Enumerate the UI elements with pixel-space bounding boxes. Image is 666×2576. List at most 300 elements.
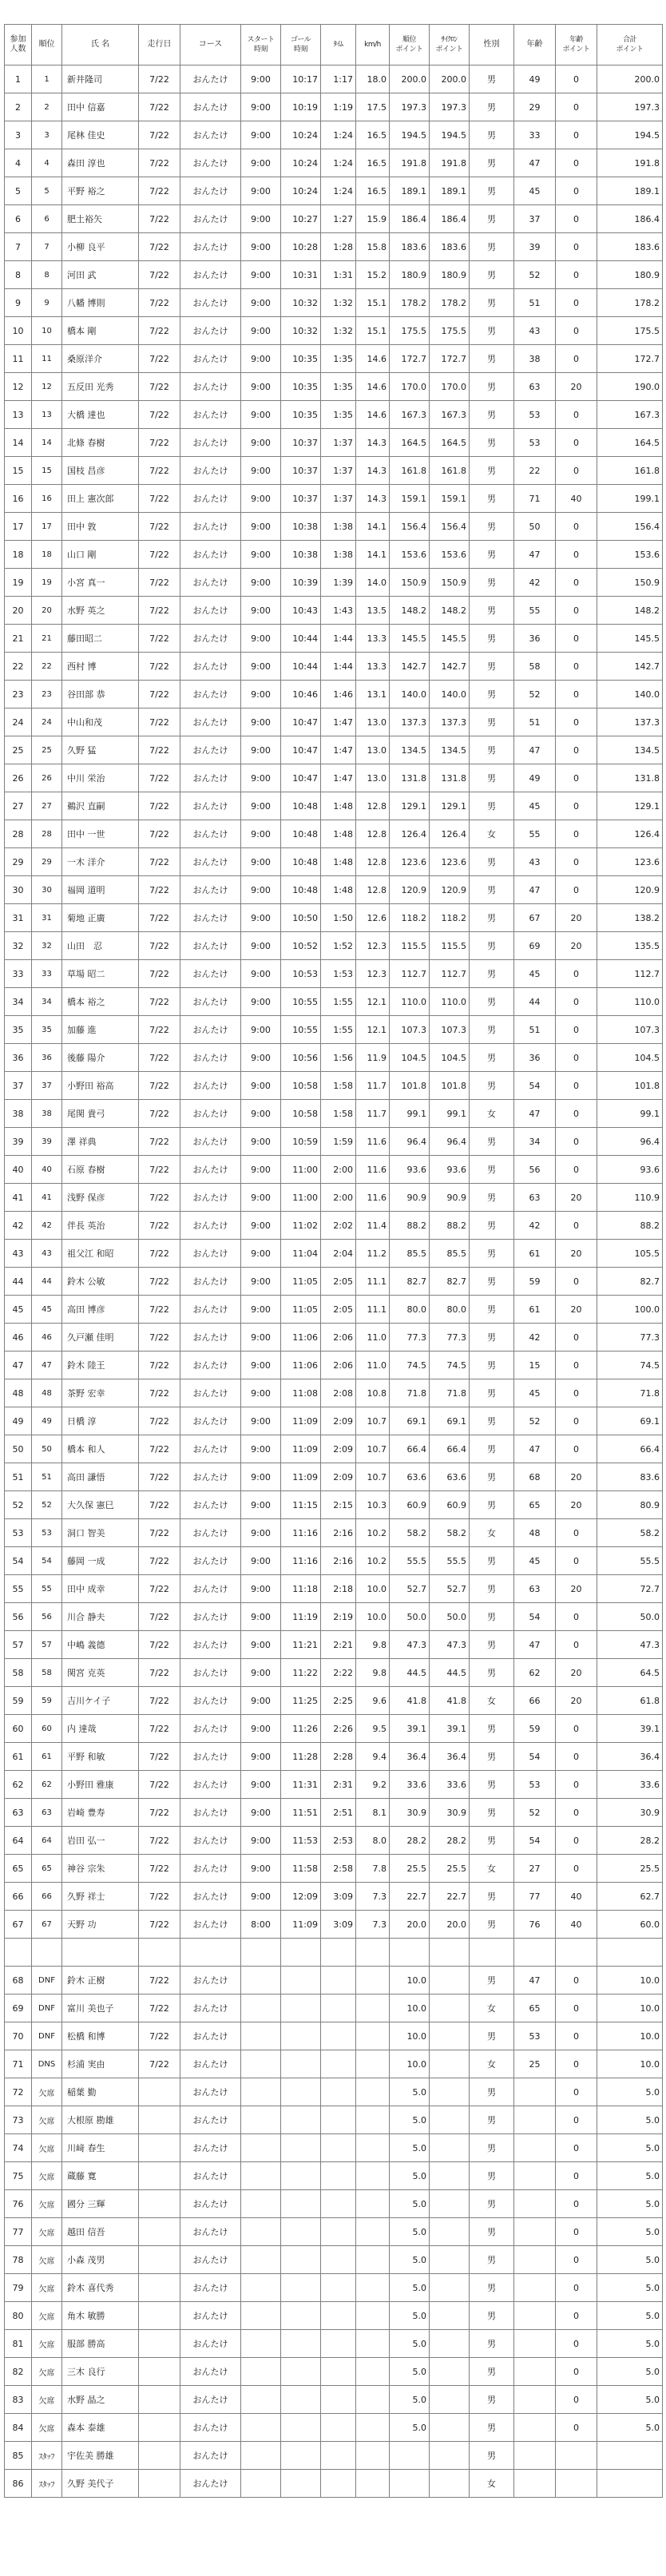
cell-name: 草場 昭二: [62, 960, 139, 988]
cell-cyclon-points: [430, 2134, 470, 2162]
cell-gender: 男: [470, 541, 514, 569]
cell-total-points: 131.8: [597, 764, 663, 792]
cell-total-points: 189.1: [597, 177, 663, 205]
header-speed: km/h: [356, 25, 390, 65]
table-row: [5, 876, 663, 904]
cell-name: 杉浦 実由: [62, 2050, 139, 2078]
cell-participant-count: 69: [5, 1995, 32, 2022]
cell-cyclon-points: 74.5: [430, 1352, 470, 1379]
cell-cyclon-points: [430, 1939, 470, 1967]
cell-date: [139, 2190, 180, 2218]
table-row: [5, 1631, 663, 1659]
cell-rank-points: 161.8: [390, 457, 430, 485]
cell-date: 7/22: [139, 2050, 180, 2078]
cell-rank: 49: [32, 1407, 62, 1435]
header-gender: 性別: [470, 25, 514, 65]
cell-date: 7/22: [139, 457, 180, 485]
cell-speed: [356, 1995, 390, 2022]
cell-speed: 10.0: [356, 1603, 390, 1631]
cell-time: [321, 2274, 356, 2302]
cell-rank-points: 39.1: [390, 1715, 430, 1743]
cell-name: [62, 1939, 139, 1967]
cell-start-time: [241, 2386, 281, 2414]
cell-participant-count: 59: [5, 1687, 32, 1715]
cell-time: 2:08: [321, 1379, 356, 1407]
cell-cyclon-points: 44.5: [430, 1659, 470, 1687]
cell-rank: ｽﾀｯﾌ: [32, 2442, 62, 2470]
cell-date: 7/22: [139, 736, 180, 764]
cell-date: 7/22: [139, 820, 180, 848]
cell-rank-points: 74.5: [390, 1352, 430, 1379]
cell-age: 63: [514, 1184, 556, 1212]
cell-age: [514, 2162, 556, 2190]
cell-name: 國分 三輝: [62, 2190, 139, 2218]
cell-goal-time: 10:48: [281, 792, 321, 820]
cell-gender: 男: [470, 485, 514, 513]
table-row: [5, 1184, 663, 1212]
cell-rank: 17: [32, 513, 62, 541]
cell-rank-points: 110.0: [390, 988, 430, 1016]
cell-speed: 10.0: [356, 1575, 390, 1603]
cell-age: 50: [514, 513, 556, 541]
cell-age-points: 0: [556, 876, 597, 904]
cell-rank: 欠席: [32, 2358, 62, 2386]
cell-cyclon-points: 30.9: [430, 1799, 470, 1827]
cell-age-points: 20: [556, 904, 597, 932]
cell-course: おんたけ: [180, 1352, 241, 1379]
cell-age: 65: [514, 1491, 556, 1519]
cell-name: 岩田 弘一: [62, 1827, 139, 1855]
cell-age: 45: [514, 960, 556, 988]
cell-course: おんたけ: [180, 2246, 241, 2274]
cell-age-points: 20: [556, 1687, 597, 1715]
cell-total-points: 156.4: [597, 513, 663, 541]
cell-total-points: 134.5: [597, 736, 663, 764]
cell-age: 53: [514, 401, 556, 429]
cell-course: おんたけ: [180, 2330, 241, 2358]
table-row: [5, 1016, 663, 1044]
cell-rank-points: 126.4: [390, 820, 430, 848]
cell-speed: 14.1: [356, 541, 390, 569]
cell-speed: [356, 2162, 390, 2190]
cell-age-points: 0: [556, 541, 597, 569]
cell-date: [139, 2330, 180, 2358]
cell-cyclon-points: 101.8: [430, 1072, 470, 1100]
cell-rank-points: 90.9: [390, 1184, 430, 1212]
cell-age: 37: [514, 205, 556, 233]
cell-rank-points: 25.5: [390, 1855, 430, 1883]
cell-rank: 29: [32, 848, 62, 876]
cell-rank: 48: [32, 1379, 62, 1407]
cell-start-time: 9:00: [241, 149, 281, 177]
cell-speed: 16.5: [356, 177, 390, 205]
cell-total-points: 69.1: [597, 1407, 663, 1435]
cell-rank-points: 101.8: [390, 1072, 430, 1100]
cell-goal-time: 11:06: [281, 1324, 321, 1352]
cell-age-points: 0: [556, 1967, 597, 1995]
cell-cyclon-points: 55.5: [430, 1547, 470, 1575]
cell-time: 2:06: [321, 1324, 356, 1352]
cell-date: 7/22: [139, 1184, 180, 1212]
cell-gender: 女: [470, 820, 514, 848]
cell-time: [321, 2414, 356, 2442]
cell-time: 2:06: [321, 1352, 356, 1379]
cell-gender: 男: [470, 653, 514, 681]
cell-participant-count: 6: [5, 205, 32, 233]
cell-participant-count: 42: [5, 1212, 32, 1240]
cell-cyclon-points: 180.9: [430, 261, 470, 289]
cell-date: 7/22: [139, 1967, 180, 1995]
cell-course: おんたけ: [180, 1324, 241, 1352]
cell-gender: 男: [470, 1268, 514, 1296]
cell-name: 尾林 佳史: [62, 121, 139, 149]
cell-start-time: 9:00: [241, 1240, 281, 1268]
cell-goal-time: 11:31: [281, 1771, 321, 1799]
cell-age-points: 0: [556, 177, 597, 205]
cell-rank: 3: [32, 121, 62, 149]
cell-participant-count: 65: [5, 1855, 32, 1883]
cell-total-points: 5.0: [597, 2414, 663, 2442]
cell-gender: 男: [470, 2330, 514, 2358]
cell-name: 富川 美也子: [62, 1995, 139, 2022]
cell-name: 吉川ケイ子: [62, 1687, 139, 1715]
cell-rank-points: 172.7: [390, 345, 430, 373]
cell-rank-points: 178.2: [390, 289, 430, 317]
cell-age-points: 0: [556, 2302, 597, 2330]
table-row: [5, 1855, 663, 1883]
cell-rank: 64: [32, 1827, 62, 1855]
cell-start-time: 9:00: [241, 597, 281, 625]
cell-name: 天野 功: [62, 1911, 139, 1939]
cell-speed: [356, 2050, 390, 2078]
cell-name: 茶野 宏幸: [62, 1379, 139, 1407]
cell-rank: 66: [32, 1883, 62, 1911]
cell-cyclon-points: 88.2: [430, 1212, 470, 1240]
cell-start-time: 9:00: [241, 653, 281, 681]
cell-participant-count: 82: [5, 2358, 32, 2386]
cell-participant-count: 30: [5, 876, 32, 904]
cell-age: [514, 2274, 556, 2302]
cell-date: 7/22: [139, 1519, 180, 1547]
cell-goal-time: 10:47: [281, 708, 321, 736]
cell-name: 中山和茂: [62, 708, 139, 736]
cell-start-time: 9:00: [241, 1883, 281, 1911]
cell-participant-count: 45: [5, 1296, 32, 1324]
cell-start-time: 9:00: [241, 792, 281, 820]
table-row: [5, 1939, 663, 1967]
cell-name: 鈴木 陸王: [62, 1352, 139, 1379]
table-row: [5, 2246, 663, 2274]
cell-cyclon-points: 41.8: [430, 1687, 470, 1715]
cell-start-time: 9:00: [241, 1855, 281, 1883]
cell-time: [321, 1967, 356, 1995]
cell-age: 43: [514, 848, 556, 876]
cell-age-points: 20: [556, 1575, 597, 1603]
cell-age: 58: [514, 653, 556, 681]
cell-speed: 16.5: [356, 149, 390, 177]
cell-participant-count: 78: [5, 2246, 32, 2274]
cell-course: おんたけ: [180, 1799, 241, 1827]
cell-total-points: 197.3: [597, 93, 663, 121]
cell-course: おんたけ: [180, 345, 241, 373]
cell-total-points: 183.6: [597, 233, 663, 261]
cell-age-points: 0: [556, 2330, 597, 2358]
table-row: [5, 1687, 663, 1715]
cell-total-points: 5.0: [597, 2358, 663, 2386]
cell-rank: 21: [32, 625, 62, 653]
table-row: [5, 2302, 663, 2330]
cell-age: 45: [514, 1379, 556, 1407]
cell-start-time: 9:00: [241, 1324, 281, 1352]
cell-age-points: 0: [556, 625, 597, 653]
cell-gender: 男: [470, 1240, 514, 1268]
cell-gender: 女: [470, 1519, 514, 1547]
cell-rank-points: 5.0: [390, 2106, 430, 2134]
cell-start-time: [241, 2190, 281, 2218]
cell-course: おんたけ: [180, 1771, 241, 1799]
cell-name: 祖父江 和昭: [62, 1240, 139, 1268]
cell-total-points: 77.3: [597, 1324, 663, 1352]
cell-cyclon-points: 71.8: [430, 1379, 470, 1407]
cell-name: 八幡 博則: [62, 289, 139, 317]
cell-goal-time: 10:19: [281, 93, 321, 121]
cell-goal-time: 10:24: [281, 149, 321, 177]
cell-total-points: 138.2: [597, 904, 663, 932]
cell-total-points: 83.6: [597, 1463, 663, 1491]
cell-rank-points: [390, 2470, 430, 2498]
cell-cyclon-points: 39.1: [430, 1715, 470, 1743]
cell-date: 7/22: [139, 1212, 180, 1240]
cell-age: 56: [514, 1156, 556, 1184]
cell-date: [139, 2414, 180, 2442]
cell-age: [514, 2246, 556, 2274]
cell-time: 2:18: [321, 1575, 356, 1603]
cell-cyclon-points: 126.4: [430, 820, 470, 848]
cell-age: [514, 2386, 556, 2414]
cell-name: 岩崎 豊寿: [62, 1799, 139, 1827]
cell-date: 7/22: [139, 1379, 180, 1407]
cell-name: 浅野 保彦: [62, 1184, 139, 1212]
cell-time: 2:19: [321, 1603, 356, 1631]
cell-age-points: 0: [556, 2134, 597, 2162]
cell-participant-count: 83: [5, 2386, 32, 2414]
cell-total-points: 66.4: [597, 1435, 663, 1463]
cell-participant-count: 50: [5, 1435, 32, 1463]
cell-age: 68: [514, 1463, 556, 1491]
cell-rank: 欠席: [32, 2302, 62, 2330]
cell-rank-points: 197.3: [390, 93, 430, 121]
cell-start-time: 9:00: [241, 736, 281, 764]
cell-speed: [356, 2414, 390, 2442]
cell-speed: 15.2: [356, 261, 390, 289]
cell-time: [321, 2218, 356, 2246]
cell-age: [514, 2414, 556, 2442]
table-row: [5, 289, 663, 317]
cell-time: 1:53: [321, 960, 356, 988]
cell-name: 中川 栄治: [62, 764, 139, 792]
cell-gender: 男: [470, 2190, 514, 2218]
cell-start-time: 9:00: [241, 1659, 281, 1687]
cell-course: おんたけ: [180, 1967, 241, 1995]
cell-speed: 14.6: [356, 345, 390, 373]
cell-goal-time: [281, 2386, 321, 2414]
cell-rank-points: 30.9: [390, 1799, 430, 1827]
cell-name: 久野 祥士: [62, 1883, 139, 1911]
cell-gender: 男: [470, 177, 514, 205]
cell-age: 55: [514, 597, 556, 625]
cell-time: 1:58: [321, 1100, 356, 1128]
cell-course: おんたけ: [180, 1827, 241, 1855]
cell-name: 橋本 裕之: [62, 988, 139, 1016]
table-row: [5, 1128, 663, 1156]
cell-date: 7/22: [139, 932, 180, 960]
cell-start-time: 9:00: [241, 93, 281, 121]
cell-rank-points: 5.0: [390, 2330, 430, 2358]
cell-date: 7/22: [139, 485, 180, 513]
cell-name: 松橋 和博: [62, 2022, 139, 2050]
cell-participant-count: 7: [5, 233, 32, 261]
cell-course: おんたけ: [180, 541, 241, 569]
cell-speed: 9.2: [356, 1771, 390, 1799]
cell-age-points: 0: [556, 401, 597, 429]
cell-goal-time: 11:04: [281, 1240, 321, 1268]
cell-cyclon-points: [430, 2162, 470, 2190]
cell-age-points: 0: [556, 2218, 597, 2246]
cell-speed: 11.0: [356, 1352, 390, 1379]
cell-age-points: 0: [556, 2358, 597, 2386]
cell-course: おんたけ: [180, 2162, 241, 2190]
table-row: [5, 988, 663, 1016]
cell-age-points: 0: [556, 1268, 597, 1296]
cell-cyclon-points: 25.5: [430, 1855, 470, 1883]
cell-cyclon-points: 115.5: [430, 932, 470, 960]
cell-age-points: 0: [556, 513, 597, 541]
cell-rank-points: 58.2: [390, 1519, 430, 1547]
cell-course: おんたけ: [180, 1379, 241, 1407]
cell-gender: 女: [470, 1995, 514, 2022]
cell-cyclon-points: [430, 2246, 470, 2274]
table-row: [5, 2162, 663, 2190]
cell-age: 66: [514, 1687, 556, 1715]
cell-time: [321, 1939, 356, 1967]
cell-total-points: 60.0: [597, 1911, 663, 1939]
table-row: [5, 429, 663, 457]
cell-time: [321, 2302, 356, 2330]
cell-course: おんたけ: [180, 1659, 241, 1687]
cell-gender: 男: [470, 1212, 514, 1240]
cell-age: 71: [514, 485, 556, 513]
cell-cyclon-points: 69.1: [430, 1407, 470, 1435]
cell-participant-count: 33: [5, 960, 32, 988]
cell-age: 52: [514, 1799, 556, 1827]
cell-name: 河田 武: [62, 261, 139, 289]
cell-rank: 67: [32, 1911, 62, 1939]
cell-age: 43: [514, 317, 556, 345]
cell-date: [139, 2134, 180, 2162]
cell-rank-points: 189.1: [390, 177, 430, 205]
cell-date: 7/22: [139, 401, 180, 429]
cell-rank: 39: [32, 1128, 62, 1156]
table-row: [5, 1463, 663, 1491]
cell-participant-count: 31: [5, 904, 32, 932]
cell-age-points: 0: [556, 1352, 597, 1379]
table-row: [5, 2386, 663, 2414]
cell-rank: 欠席: [32, 2190, 62, 2218]
cell-cyclon-points: 66.4: [430, 1435, 470, 1463]
cell-name: 加藤 進: [62, 1016, 139, 1044]
cell-name: 平野 和敏: [62, 1743, 139, 1771]
table-row: [5, 1995, 663, 2022]
cell-rank-points: 145.5: [390, 625, 430, 653]
cell-age-points: 0: [556, 2106, 597, 2134]
cell-goal-time: 10:31: [281, 261, 321, 289]
cell-gender: 女: [470, 2050, 514, 2078]
cell-participant-count: 21: [5, 625, 32, 653]
cell-goal-time: 10:47: [281, 764, 321, 792]
cell-goal-time: 10:59: [281, 1128, 321, 1156]
cell-speed: 12.6: [356, 904, 390, 932]
cell-course: おんたけ: [180, 1995, 241, 2022]
cell-age-points: 0: [556, 2246, 597, 2274]
cell-speed: [356, 2190, 390, 2218]
table-row: [5, 1883, 663, 1911]
cell-date: 7/22: [139, 289, 180, 317]
cell-speed: 11.1: [356, 1268, 390, 1296]
cell-rank-points: 93.6: [390, 1156, 430, 1184]
cell-start-time: 9:00: [241, 1771, 281, 1799]
cell-start-time: 9:00: [241, 1407, 281, 1435]
cell-participant-count: 64: [5, 1827, 32, 1855]
cell-goal-time: 10:38: [281, 513, 321, 541]
cell-age: 65: [514, 1995, 556, 2022]
cell-rank: 62: [32, 1771, 62, 1799]
cell-speed: 13.1: [356, 681, 390, 708]
cell-total-points: 178.2: [597, 289, 663, 317]
cell-total-points: 5.0: [597, 2330, 663, 2358]
cell-age-points: 0: [556, 848, 597, 876]
cell-age-points: 0: [556, 317, 597, 345]
cell-participant-count: [5, 1939, 32, 1967]
cell-time: 1:48: [321, 820, 356, 848]
cell-cyclon-points: 156.4: [430, 513, 470, 541]
cell-age-points: 0: [556, 681, 597, 708]
cell-age: 54: [514, 1603, 556, 1631]
cell-time: 1:38: [321, 541, 356, 569]
cell-date: 7/22: [139, 764, 180, 792]
cell-date: [139, 2386, 180, 2414]
cell-goal-time: 10:58: [281, 1100, 321, 1128]
cell-start-time: 9:00: [241, 1519, 281, 1547]
cell-participant-count: 40: [5, 1156, 32, 1184]
cell-start-time: 9:00: [241, 1379, 281, 1407]
table-row: [5, 1771, 663, 1799]
cell-cyclon-points: [430, 2442, 470, 2470]
cell-cyclon-points: 191.8: [430, 149, 470, 177]
cell-total-points: 5.0: [597, 2134, 663, 2162]
table-row: [5, 457, 663, 485]
cell-goal-time: [281, 2190, 321, 2218]
results-table-header: [5, 25, 663, 65]
table-row: [5, 904, 663, 932]
cell-gender: 男: [470, 345, 514, 373]
cell-time: 2:02: [321, 1212, 356, 1240]
table-row: [5, 485, 663, 513]
cell-cyclon-points: [430, 2218, 470, 2246]
cell-gender: 男: [470, 1184, 514, 1212]
cell-rank: 27: [32, 792, 62, 820]
cell-goal-time: [281, 2302, 321, 2330]
cell-participant-count: 19: [5, 569, 32, 597]
